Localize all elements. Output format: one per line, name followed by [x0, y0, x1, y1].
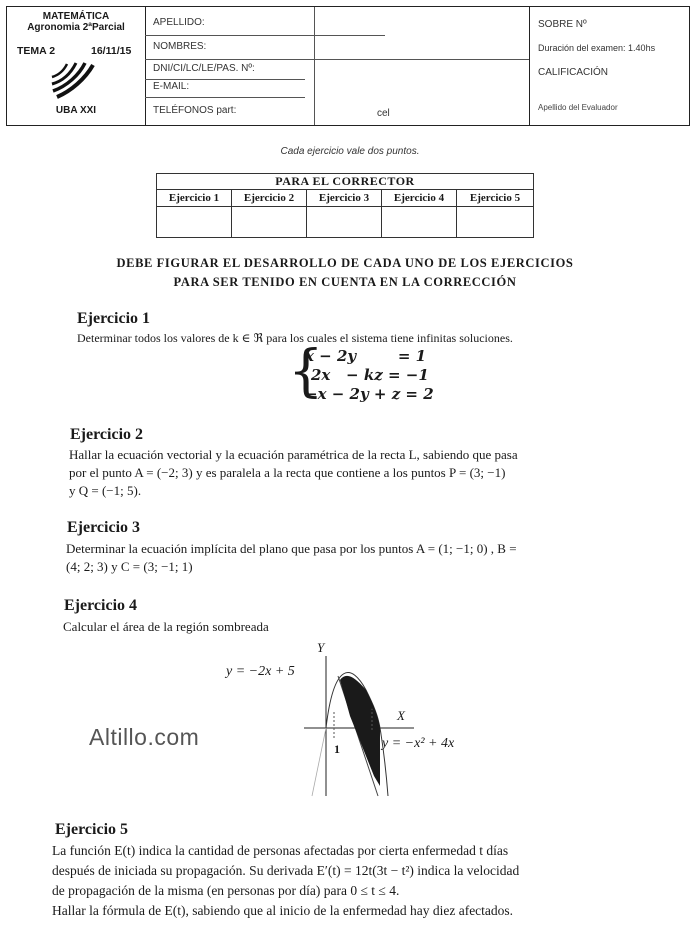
- corrector-col: Ejercicio 5: [457, 190, 534, 207]
- ej1-text: Determinar todos los valores de k ∈ ℜ para los cuales el sistema tiene infinitas soluciones.: [77, 331, 513, 345]
- equation-3: −x − 2y + z = 2: [305, 385, 434, 403]
- corrector-col: Ejercicio 1: [157, 190, 232, 207]
- score-cell[interactable]: [157, 207, 232, 238]
- calificacion-label: CALIFICACIÓN: [538, 67, 609, 78]
- ej2-line-3: y Q = (−1; 5).: [69, 483, 142, 498]
- shaded-region: [340, 676, 380, 786]
- logo-text: UBA XXI: [55, 105, 97, 116]
- score-cell[interactable]: [307, 207, 382, 238]
- parabola-equation-label: y = −x² + 4x: [382, 736, 455, 751]
- corrector-col: Ejercicio 2: [232, 190, 307, 207]
- score-cell[interactable]: [232, 207, 307, 238]
- ej3-line-2: (4; 2; 3) y C = (3; −1; 1): [66, 559, 193, 574]
- mark-five: 5: [369, 704, 375, 718]
- evaluador-label: Apellido del Evaluador: [538, 103, 618, 112]
- corrector-col: Ejercicio 3: [307, 190, 382, 207]
- tema-label: TEMA 2: [17, 45, 56, 57]
- field-cel[interactable]: cel: [377, 108, 390, 119]
- score-cell[interactable]: [457, 207, 534, 238]
- ej2-line-1: Hallar la ecuación vectorial y la ecuación paramétrica de la recta L, sabiendo que pasa: [69, 447, 518, 462]
- ej4-text: Calcular el área de la región sombreada: [63, 619, 269, 634]
- course-name: Agronomia 2ªParcial: [27, 22, 125, 33]
- field-telefonos[interactable]: TELÉFONOS part:: [153, 105, 237, 116]
- sobre-label: SOBRE Nº: [538, 19, 587, 30]
- system-equations: [305, 347, 434, 404]
- equation-2: 2x − kz = −1: [311, 366, 429, 384]
- ej5-line-1: La función E(t) indica la cantidad de personas afectadas por cierta enfermedad t días: [52, 843, 509, 858]
- field-email[interactable]: E-MAIL:: [153, 81, 190, 92]
- ej4-title: Ejercicio 4: [64, 597, 138, 614]
- corrector-col: Ejercicio 4: [382, 190, 457, 207]
- watermark: Altillo.com: [89, 724, 200, 750]
- x-axis-label: X: [397, 708, 405, 723]
- ej1-title: Ejercicio 1: [77, 310, 151, 327]
- exam-date: 16/11/15: [91, 45, 132, 57]
- ej3-title: Ejercicio 3: [67, 519, 141, 536]
- mark-one: 1: [334, 742, 340, 756]
- warning-line-2: PARA SER TENIDO EN CUENTA EN LA CORRECCIÓN: [173, 275, 517, 289]
- ej2-line-2: por el punto A = (−2; 3) y es paralela a la recta que contiene a los puntos P = (3; −1): [69, 465, 506, 480]
- subject-title: MATEMÁTICA: [42, 11, 110, 22]
- header-left-box: [7, 7, 146, 125]
- line-equation-label: y = −2x + 5: [226, 664, 295, 679]
- corrector-title: PARA EL CORRECTOR: [157, 174, 534, 190]
- field-dni[interactable]: DNI/CI/LC/LE/PAS. Nº:: [153, 63, 255, 74]
- ej5-line-3: de propagación de la misma (en personas por día) para 0 ≤ t ≤ 4.: [52, 883, 400, 898]
- ej2-title: Ejercicio 2: [70, 426, 144, 443]
- ej5-title: Ejercicio 5: [55, 821, 129, 838]
- duracion-label: Duración del examen: 1.40hs: [538, 43, 656, 53]
- field-apellido[interactable]: APELLIDO:: [153, 17, 205, 28]
- exam-header: [6, 6, 690, 126]
- area-graph: [290, 650, 420, 802]
- system-brace: {: [288, 339, 324, 404]
- points-note: Cada ejercicio vale dos puntos.: [280, 146, 420, 157]
- y-axis-label: Y: [317, 640, 325, 655]
- equation-1: x − 2y = 1: [305, 347, 427, 365]
- score-cell[interactable]: [382, 207, 457, 238]
- ej5-line-2: después de iniciada su propagación. Su derivada E′(t) = 12t(3t − t²) indica la velocidad: [52, 863, 520, 878]
- corrector-table: [156, 173, 534, 238]
- header-right-box: [529, 7, 690, 125]
- uba-logo-icon: [51, 61, 101, 99]
- warning-line-1: DEBE FIGURAR EL DESARROLLO DE CADA UNO DE LOS EJERCICIOS: [116, 256, 574, 270]
- ej3-line-1: Determinar la ecuación implícita del plano que pasa por los puntos A = (1; −1; 0) , B =: [66, 541, 517, 556]
- ej5-line-4: Hallar la fórmula de E(t), sabiendo que al inicio de la enfermedad hay diez afectados.: [52, 903, 514, 918]
- field-nombres[interactable]: NOMBRES:: [153, 41, 207, 52]
